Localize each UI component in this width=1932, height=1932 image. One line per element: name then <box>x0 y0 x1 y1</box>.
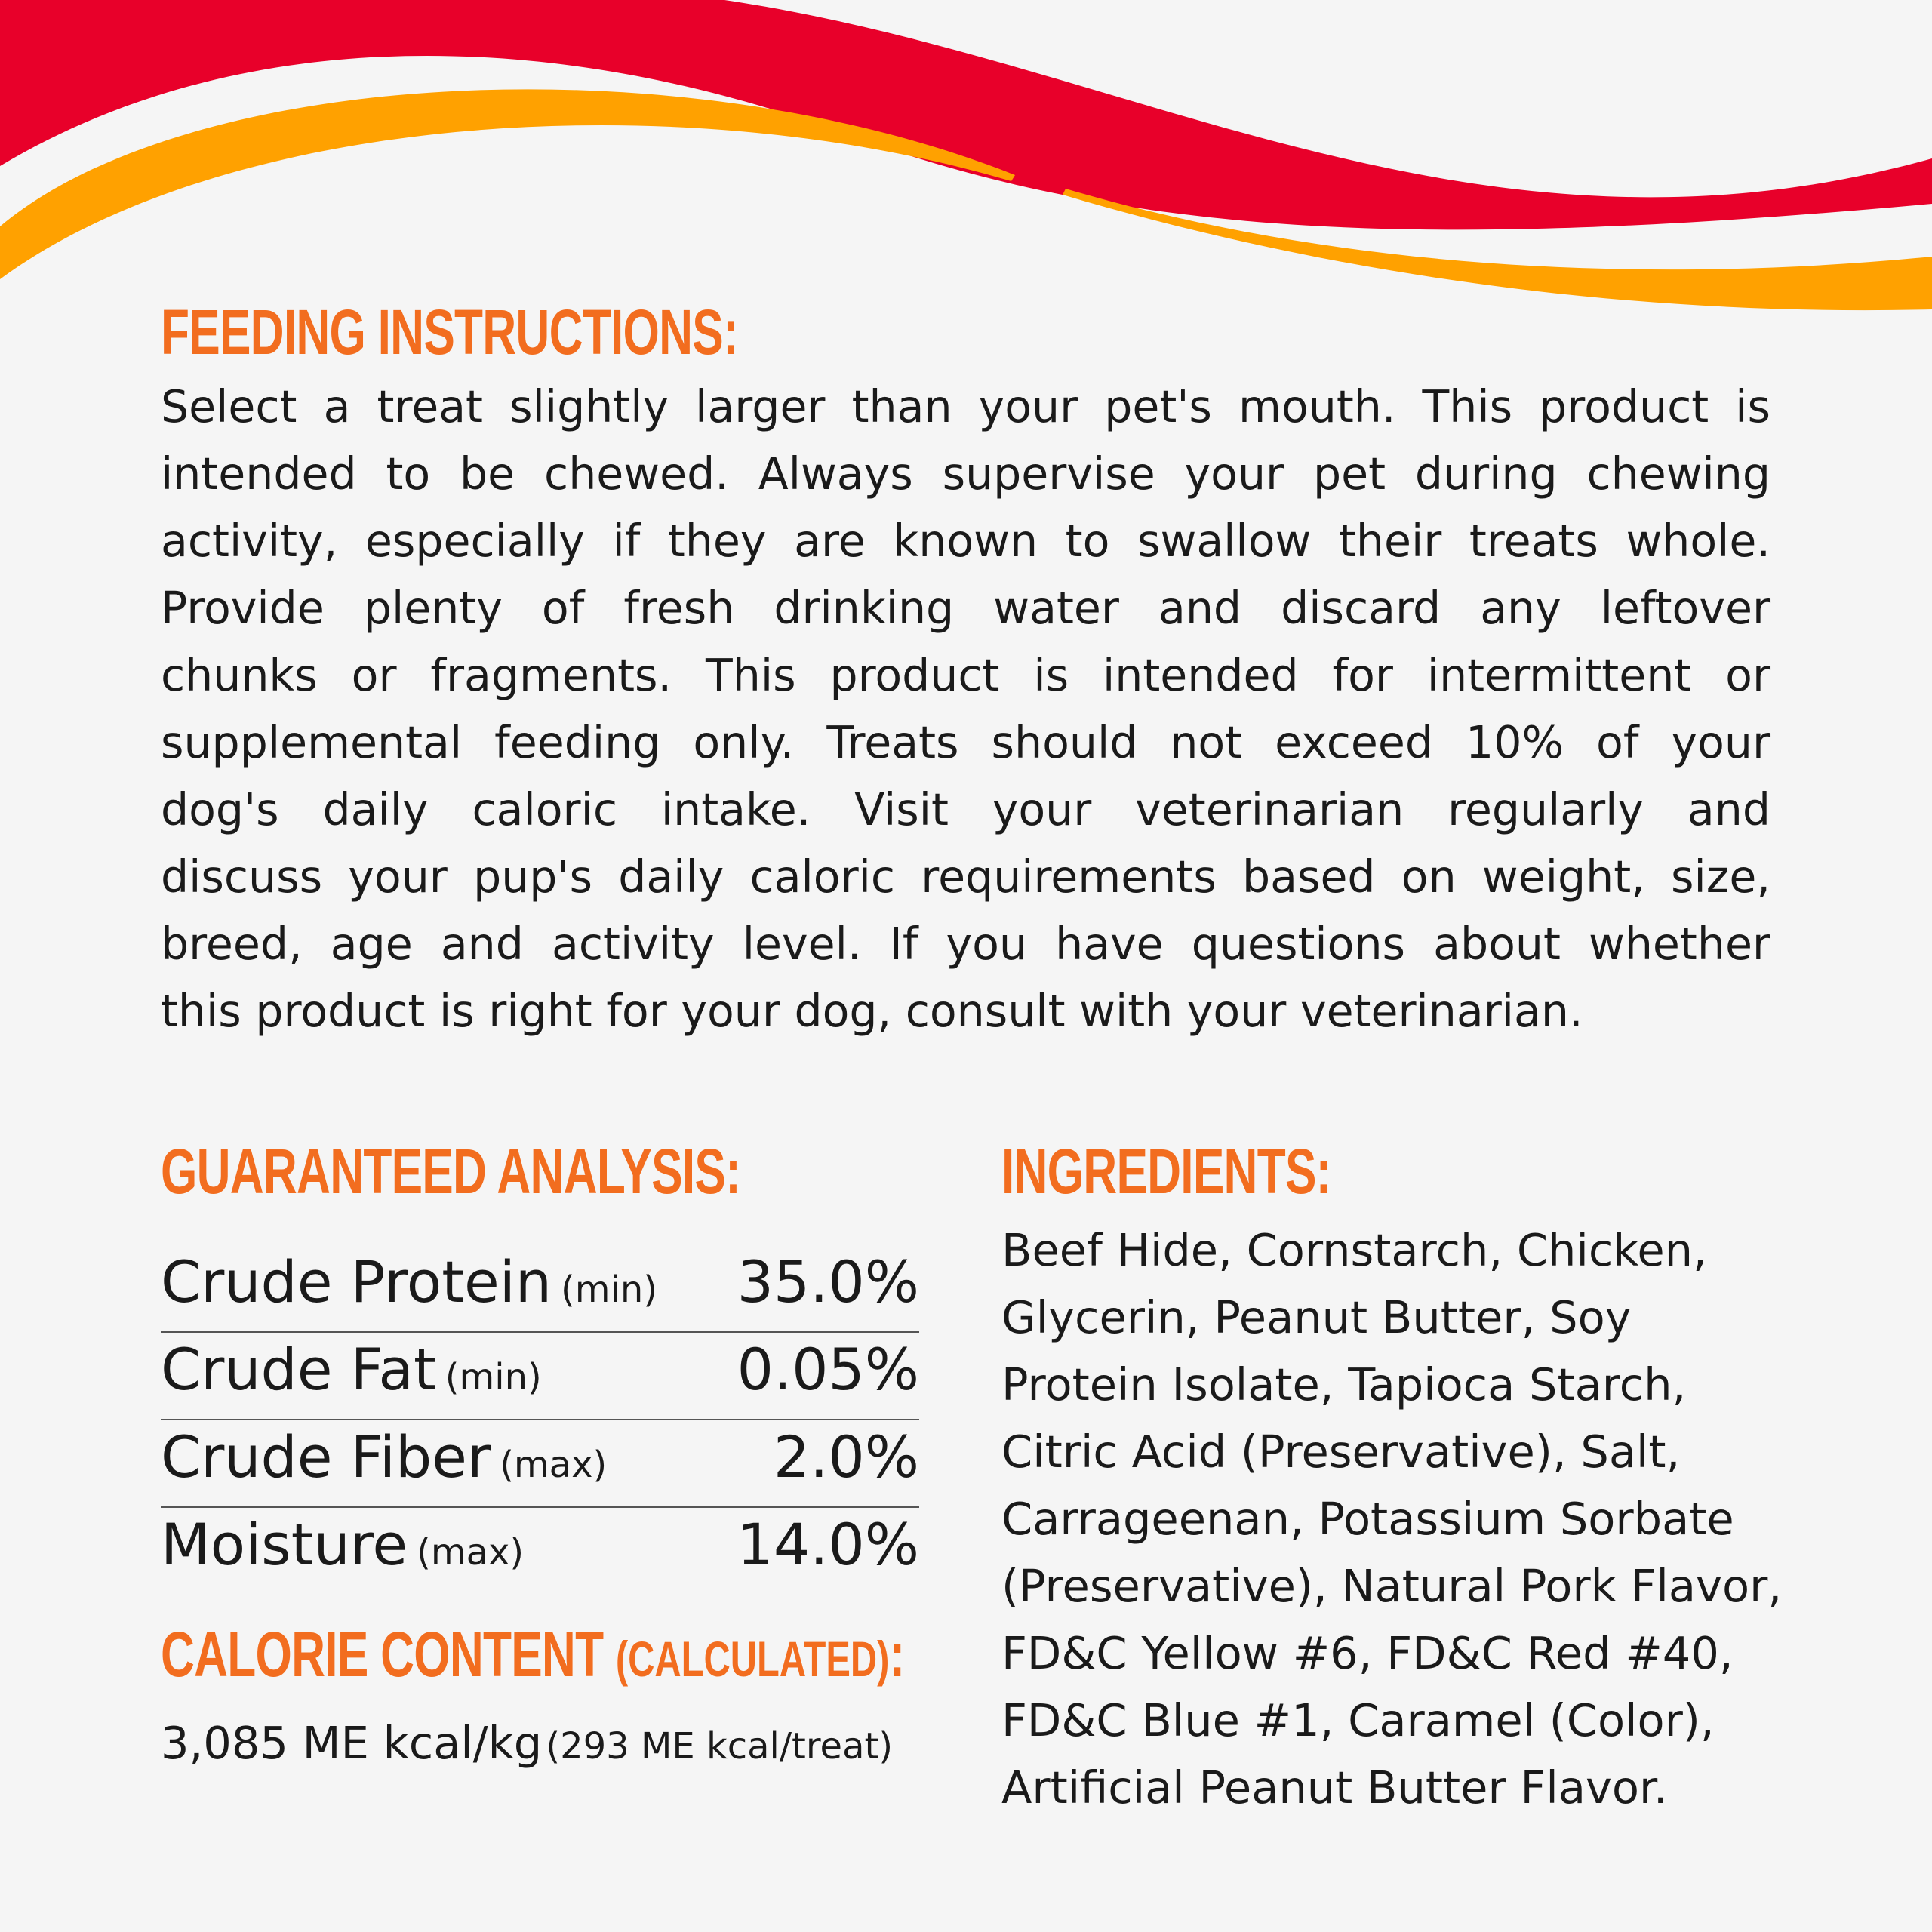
ingredients-text-line: Carrageenan, Potassium Sorbate <box>1001 1493 1734 1545</box>
nutrient-qualifier: (max) <box>500 1444 608 1486</box>
guaranteed-analysis-section <box>161 1136 919 1769</box>
ingredients-text-line: FD&C Blue #1, Caramel (Color), <box>1001 1694 1715 1746</box>
ingredients-text-line: Citric Acid (Preservative), Salt, <box>1001 1426 1681 1478</box>
feeding-text-line: intended to be chewed. Always supervise your pet during chewing <box>161 448 1770 500</box>
feeding-text-line: supplemental feeding only. Treats should not exceed 10% of your <box>161 717 1770 768</box>
feeding-text-line: activity, especially if they are known to swallow their treats whole. <box>161 515 1770 567</box>
nutrient-name: Crude Fat <box>161 1336 436 1403</box>
nutrient-qualifier: (max) <box>417 1531 525 1574</box>
feeding-text-line: Provide plenty of fresh drinking water and discard any leftover <box>161 583 1770 634</box>
ingredients-text-line: Beef Hide, Cornstarch, Chicken, <box>1001 1224 1707 1276</box>
nutrient-name: Crude Protein <box>161 1248 552 1315</box>
nutrient-value: 2.0% <box>773 1423 919 1491</box>
nutrient-qualifier: (min) <box>445 1356 542 1398</box>
nutrient-name: Moisture <box>161 1511 408 1578</box>
calorie-content-value <box>161 1717 893 1769</box>
nutrient-name: Crude Fiber <box>161 1423 491 1491</box>
ingredients-text-line: (Preservative), Natural Pork Flavor, <box>1001 1560 1783 1612</box>
feeding-text-line: this product is right for your dog, consult with your veterinarian. <box>161 986 1583 1037</box>
analysis-label <box>161 1248 657 1315</box>
ingredients-text-line: FD&C Yellow #6, FD&C Red #40, <box>1001 1627 1734 1679</box>
ingredients-text-line: Glycerin, Peanut Butter, Soy <box>1001 1291 1632 1343</box>
analysis-row <box>161 1245 919 1333</box>
analysis-row <box>161 1333 919 1420</box>
feeding-text-line: discuss your pup's daily caloric requirements based on weight, size, <box>161 851 1770 903</box>
feeding-text-line: dog's daily caloric intake. Visit your veterinarian regularly and <box>161 784 1770 835</box>
analysis-label <box>161 1511 524 1578</box>
analysis-row <box>161 1420 919 1508</box>
guaranteed-analysis-title: GUARANTEED ANALYSIS: <box>161 1136 741 1207</box>
ingredients-text <box>1001 1217 1801 1821</box>
nutrient-value: 14.0% <box>737 1511 919 1578</box>
ingredients-text-line: Artificial Peanut Butter Flavor. <box>1001 1761 1668 1814</box>
ingredients-text-line: Protein Isolate, Tapioca Starch, <box>1001 1358 1687 1411</box>
analysis-label <box>161 1423 607 1491</box>
ingredients-title: INGREDIENTS: <box>1001 1136 1331 1207</box>
feeding-text-line: breed, age and activity level. If you have questions about whether <box>161 918 1770 970</box>
feeding-text-line: chunks or fragments. This product is intended for intermittent or <box>161 650 1770 701</box>
calorie-per-treat: (293 ME kcal/treat) <box>546 1725 894 1767</box>
calorie-per-kg: 3,085 ME kcal/kg <box>161 1717 543 1769</box>
ingredients-section <box>1001 1136 1801 1814</box>
analysis-label <box>161 1336 542 1403</box>
decorative-waves <box>0 0 1932 317</box>
calorie-title-colon: : <box>889 1619 905 1690</box>
calorie-title-sub: (CALCULATED) <box>615 1631 890 1687</box>
feeding-instructions-text <box>161 374 1770 1045</box>
feeding-text-line: Select a treat slightly larger than your pet's mouth. This product is <box>161 381 1770 432</box>
calorie-content-title <box>161 1619 905 1690</box>
calorie-title-main: CALORIE CONTENT <box>161 1619 604 1690</box>
nutrient-value: 0.05% <box>737 1336 919 1403</box>
nutrient-value: 35.0% <box>737 1248 919 1315</box>
nutrient-qualifier: (min) <box>561 1269 658 1311</box>
analysis-table <box>161 1245 919 1595</box>
feeding-instructions-title: FEEDING INSTRUCTIONS: <box>161 297 738 368</box>
analysis-row <box>161 1508 919 1595</box>
